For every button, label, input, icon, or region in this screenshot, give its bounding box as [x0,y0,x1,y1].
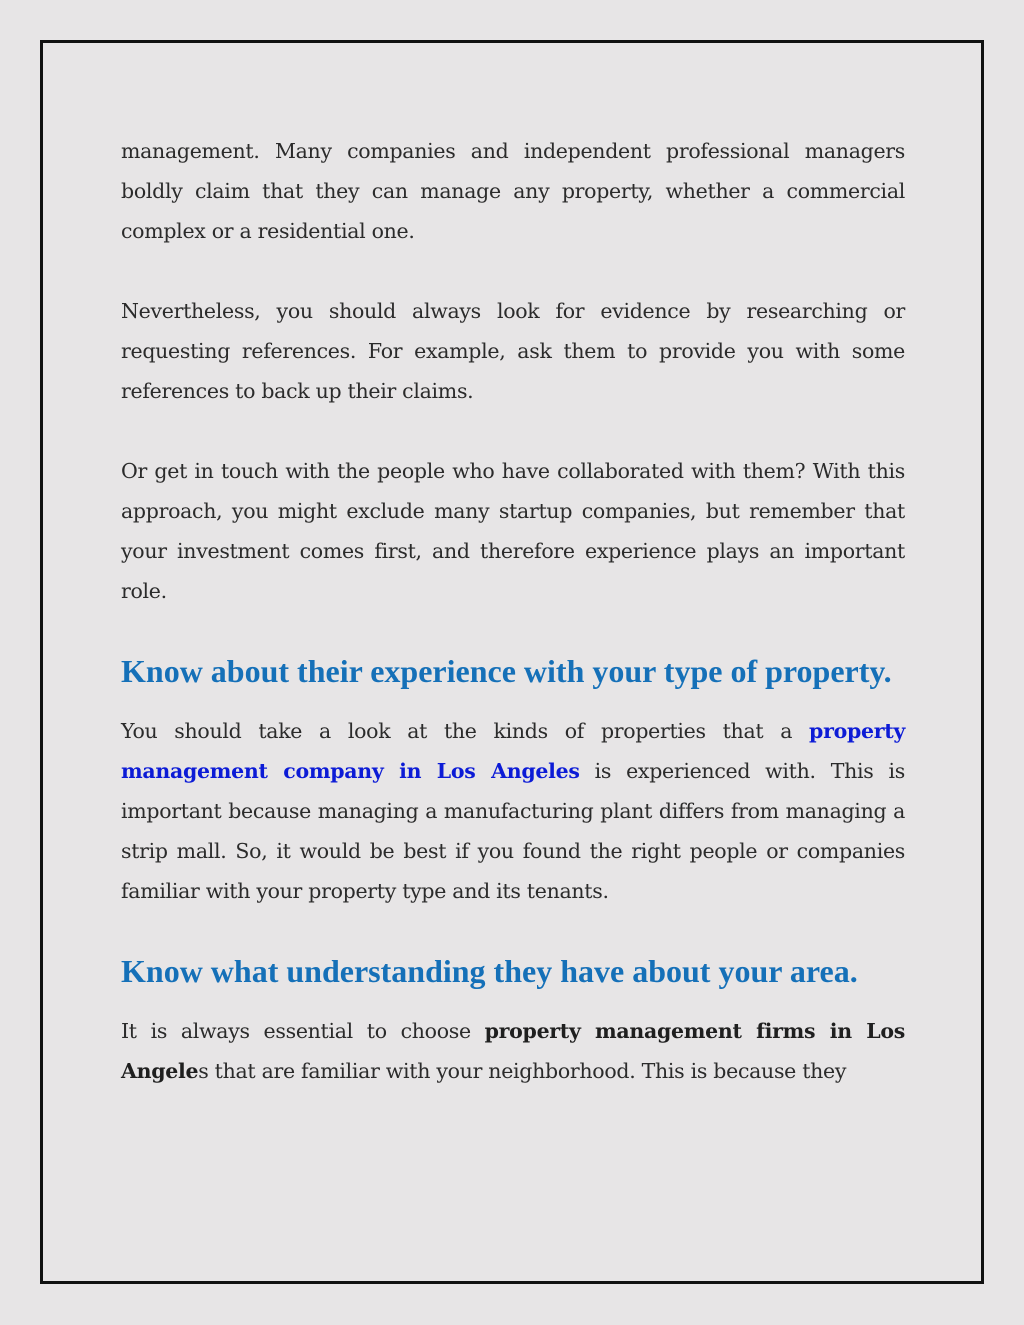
paragraph-collaborators: Or get in touch with the people who have collaborated with them? With this approach, you might exclude many startup companies, but remember that your investment comes first, and therefore experience plays an important role. [121,459,905,603]
paragraph-property-kinds [121,711,905,911]
paragraph-neighborhood-text-start: It is always essential to choose [121,1019,485,1043]
paragraph-evidence-references: Nevertheless, you should always look for evidence by researching or requesting references. For example, ask them to provide you with some references to back up their claims. [121,299,905,403]
property-management-company-link[interactable]: property management company in Los Angeles [121,719,905,783]
paragraph-property-kinds-text-start: You should take a look at the kinds of properties that a [121,719,810,743]
paragraph-neighborhood [121,1011,905,1091]
paragraph-neighborhood-text-end: s that are familiar with your neighborhood. This is because they [198,1059,847,1083]
property-management-firms-bold-text: property management firms in Los Angele [121,1019,905,1083]
paragraph-property-kinds-text-end: is experienced with. This is important because managing a manufacturing plant differs from managing a strip mall. So, it would be best if you found the right people or companies familiar with your property type and its tenants. [121,759,905,903]
document-body [121,131,905,1131]
page-frame [40,40,984,1284]
heading-area-understanding: Know what understanding they have about your area. [121,953,858,989]
heading-experience-property-type: Know about their experience with your type of property. [121,653,892,689]
paragraph-management-claims: management. Many companies and independent professional managers boldly claim that they can manage any property, whether a commercial complex or a residential one. [121,139,905,243]
